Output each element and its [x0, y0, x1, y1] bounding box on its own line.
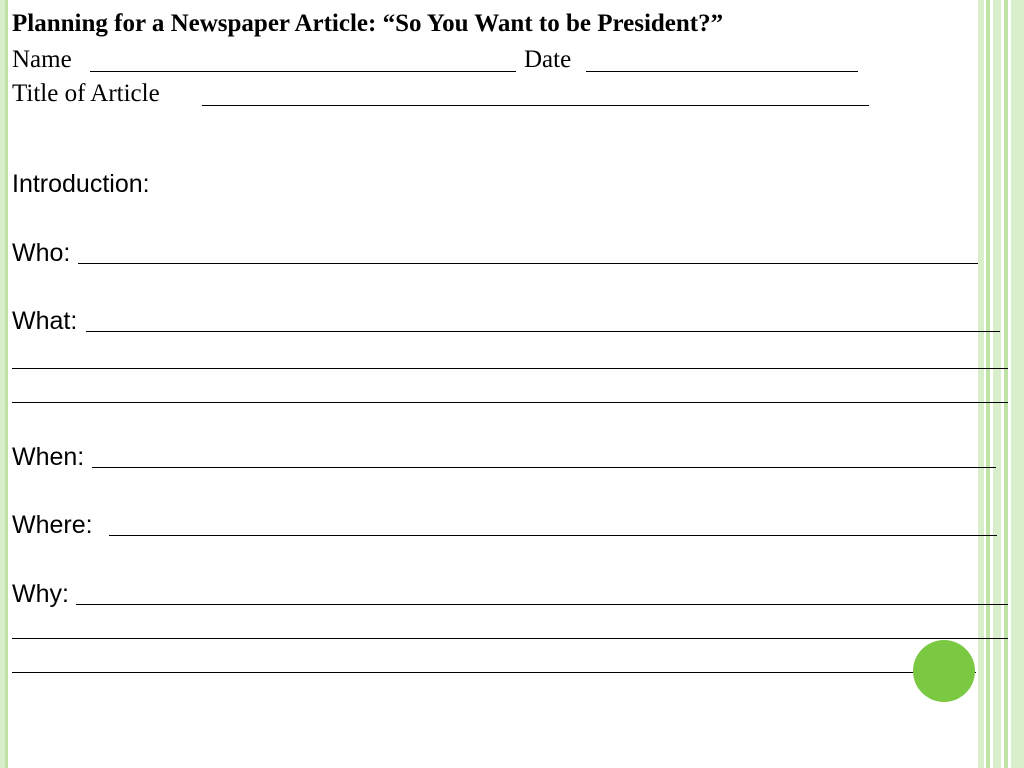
name-label: Name: [12, 46, 72, 73]
worksheet: [12, 0, 1012, 768]
what-field-line-1[interactable]: [86, 331, 1000, 332]
article-title-label: Title of Article: [12, 80, 160, 107]
what-label: What:: [12, 307, 78, 335]
who-field[interactable]: [78, 263, 978, 264]
when-field[interactable]: [92, 467, 996, 468]
why-field-line-3[interactable]: [12, 672, 976, 673]
who-label: Who:: [12, 239, 71, 267]
left-border-stripe-inner: [5, 0, 8, 768]
why-field-line-1[interactable]: [76, 604, 1008, 605]
where-label: Where:: [12, 511, 93, 539]
where-field[interactable]: [109, 535, 997, 536]
why-field-line-2[interactable]: [12, 638, 1008, 639]
decorative-circle: [913, 640, 975, 702]
when-label: When:: [12, 443, 85, 471]
date-label: Date: [524, 46, 572, 73]
what-field-line-2[interactable]: [12, 368, 1008, 369]
page-title: Planning for a Newspaper Article: “So You Want to be President?”: [12, 10, 724, 37]
name-field[interactable]: [90, 71, 516, 72]
introduction-heading: Introduction:: [12, 170, 150, 198]
right-border-stripe-5: [1011, 0, 1024, 768]
what-field-line-3[interactable]: [12, 402, 1008, 403]
article-title-field[interactable]: [202, 105, 869, 106]
date-field[interactable]: [586, 71, 858, 72]
why-label: Why:: [12, 580, 69, 608]
